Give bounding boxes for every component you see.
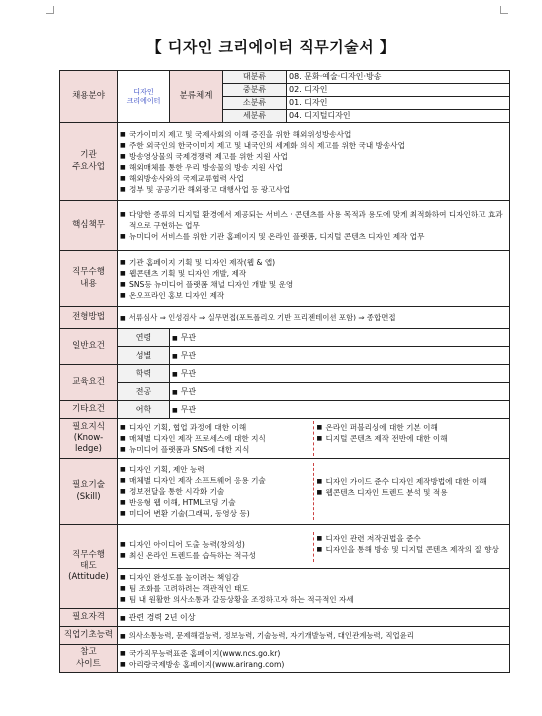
level-value: 01. 디자인 — [287, 97, 510, 110]
duty-content-list — [120, 256, 507, 302]
core-duty-content — [118, 201, 510, 251]
list-item: ■ 디자인을 통해 방송 및 디지털 콘텐츠 제작의 질 향상 — [317, 544, 508, 555]
skill-content — [118, 459, 510, 525]
list-item: ■ 디자인 완성도를 높이려는 책임감 — [120, 572, 507, 583]
level-label: 대분류 — [223, 71, 287, 84]
main-business-list — [120, 128, 507, 196]
req-value-text: 무관 — [180, 404, 197, 414]
category-line: 크리에이터 — [126, 96, 161, 105]
qualification-value: ■ 관련 경력 2년 이상 — [118, 609, 510, 627]
list-item: ■ 온라인 퍼블리싱에 대한 기본 이해 — [317, 422, 508, 433]
req-label: 전공 — [118, 383, 170, 401]
attitude-content — [118, 525, 510, 569]
skill-split — [120, 463, 507, 520]
other-req-header: 기타요건 — [60, 401, 118, 419]
level-label: 소분류 — [223, 97, 287, 110]
list-item: ■ 뉴미디어 서비스를 위한 기관 홈페이지 및 온라인 플랫폼, 디지털 콘텐츠 디자인 제작 업무 — [120, 231, 507, 242]
list-item: ■ 국가이미지 제고 및 국제사회의 이해 증진을 위한 해외위성방송사업 — [120, 129, 507, 140]
duty-content-header: 직무수행 내용 — [60, 251, 118, 307]
reference-header: 참고 사이트 — [60, 645, 118, 673]
level-value: 04. 디지털디자인 — [287, 110, 510, 123]
list-item: ■ 반응형 웹 이해, HTML코딩 기술 — [120, 497, 311, 508]
list-item: ■ 디자인 관련 저작권법을 준수 — [317, 533, 508, 544]
list-item: ■ 팀 내 원활한 의사소통과 갈등상황을 조정하고자 하는 적극적인 자세 — [120, 594, 507, 605]
qualification-text: 관련 경력 2년 이상 — [128, 612, 196, 622]
attitude-right — [314, 532, 508, 562]
list-item: ■ 해외매체를 통한 우리 방송물의 방송 지원 사업 — [120, 162, 507, 173]
reference-link[interactable]: ■ 아리랑국제방송 홈페이지(www.arirang.com) — [120, 659, 507, 670]
attitude-bottom-list — [120, 571, 507, 606]
reference-list — [120, 647, 507, 671]
list-item: ■ 매체별 디자인 제작 소프트웨어 응용 기술 — [120, 475, 311, 486]
basic-ability-text: 의사소통능력, 문제해결능력, 정보능력, 기술능력, 자기개발능력, 대인관계능력, 직업윤리 — [128, 630, 414, 640]
core-duty-header: 핵심책무 — [60, 201, 118, 251]
main-business-content — [118, 123, 510, 201]
knowledge-left-list — [120, 421, 311, 456]
req-value-text: 무관 — [180, 350, 197, 360]
hiring-method-value: ■ 서류심사 ⇒ 인성검사 ⇒ 실무면접(포트폴리오 기반 프리젠테이션 포함) ⇒ 종합면접 — [118, 307, 510, 329]
hiring-method-text: 서류심사 ⇒ 인성검사 ⇒ 실무면접(포트폴리오 기반 프리젠테이션 포함) ⇒ 종합면접 — [128, 312, 396, 322]
req-value-text: 무관 — [180, 368, 197, 378]
attitude-bottom — [118, 569, 510, 609]
list-item: ■ 다양한 종류의 디지털 환경에서 제공되는 서비스 · 콘텐츠를 사용 목적과 용도에 맞게 최적화하여 디자인하고 효과적으로 구현하는 업무 — [120, 209, 507, 231]
req-label: 성별 — [118, 347, 170, 365]
attitude-left-list — [120, 538, 311, 562]
level-label: 중분류 — [223, 84, 287, 97]
basic-ability-header: 직업기초능력 — [60, 627, 118, 645]
list-item: ■ SNS등 뉴미디어 플랫폼 채널 디자인 개발 및 운영 — [120, 279, 507, 290]
education-req-header: 교육요건 — [60, 365, 118, 401]
list-item: ■ 온오프라인 홍보 디자인 제작 — [120, 290, 507, 301]
page-corner-mark — [46, 6, 54, 14]
skill-left — [120, 463, 314, 520]
req-value-text: 무관 — [180, 332, 197, 342]
list-item: ■ 뉴미디어 플랫폼과 SNS에 대한 지식 — [120, 444, 311, 455]
level-label: 세분류 — [223, 110, 287, 123]
document-title: 【 디자인 크리에이터 직무기술서 】 — [146, 38, 396, 56]
skill-header: 필요기술 (Skill) — [60, 459, 118, 525]
job-description-table — [59, 70, 510, 673]
list-item: ■ 정부 및 공공기관 해외광고 대행사업 등 광고사업 — [120, 184, 507, 195]
attitude-split — [120, 532, 507, 562]
reference-link[interactable]: ■ 국가직무능력표준 홈페이지(www.ncs.go.kr) — [120, 648, 507, 659]
knowledge-header: 필요지식 (Know- ledge) — [60, 419, 118, 459]
main-business-header: 기관 주요사업 — [60, 123, 118, 201]
list-item: ■ 매체별 디자인 제작 프로세스에 대한 지식 — [120, 433, 311, 444]
duty-content-content — [118, 251, 510, 307]
list-item: ■ 기관 홈페이지 기획 및 디자인 제작(웹 & 앱) — [120, 257, 507, 268]
hiring-field-category — [118, 71, 170, 123]
list-item: ■ 방송영상물의 국제경쟁력 제고를 위한 지원 사업 — [120, 151, 507, 162]
hiring-field-header: 채용분야 — [60, 71, 118, 123]
skill-right-list — [317, 475, 508, 499]
hiring-method-header: 전형방법 — [60, 307, 118, 329]
list-item: ■ 미디어 변환 기술(그래픽, 동영상 등) — [120, 508, 311, 519]
list-item: ■ 웹콘텐츠 디자인 트렌드 분석 및 적용 — [317, 487, 508, 498]
skill-left-list — [120, 463, 311, 520]
req-value-text: 무관 — [180, 386, 197, 396]
list-item: ■ 팀 조화를 고려하려는 객관적인 태도 — [120, 583, 507, 594]
req-label: 어학 — [118, 401, 170, 419]
req-label: 학력 — [118, 365, 170, 383]
knowledge-split — [120, 421, 507, 456]
general-req-header: 일반요건 — [60, 329, 118, 365]
attitude-right-list — [317, 532, 508, 556]
knowledge-right-list — [317, 421, 508, 445]
knowledge-content — [118, 419, 510, 459]
req-label: 연령 — [118, 329, 170, 347]
classification-system-header: 분류체계 — [170, 71, 223, 123]
req-value: ■ 무관 — [170, 347, 510, 365]
list-item: ■ 해외방송사와의 국제교류협력 사업 — [120, 173, 507, 184]
req-value: ■ 무관 — [170, 365, 510, 383]
list-item: ■ 디지털 콘텐츠 제작 전반에 대한 이해 — [317, 433, 508, 444]
req-value: ■ 무관 — [170, 383, 510, 401]
level-value: 02. 디자인 — [287, 84, 510, 97]
list-item: ■ 디자인 아이디어 도출 능력(창의성) — [120, 539, 311, 550]
list-item: ■ 디자인 기획, 협업 과정에 대한 이해 — [120, 422, 311, 433]
attitude-header: 직무수행 태도 (Attitude) — [60, 525, 118, 609]
list-item: ■ 디자인 기획, 제안 능력 — [120, 464, 311, 475]
list-item: ■ 주한 외국인의 한국이미지 제고 및 내국인의 세계화 의식 제고를 위한 국내 방송사업 — [120, 140, 507, 151]
skill-right — [314, 463, 508, 520]
list-item: ■ 정보전달을 통한 시각화 기술 — [120, 486, 311, 497]
req-value: ■ 무관 — [170, 401, 510, 419]
attitude-left — [120, 532, 314, 562]
level-value: 08. 문화·예술·디자인·방송 — [287, 71, 510, 84]
category-line: 디자인 — [133, 87, 154, 96]
req-value: ■ 무관 — [170, 329, 510, 347]
page-corner-mark — [500, 6, 508, 14]
reference-content — [118, 645, 510, 673]
knowledge-left — [120, 421, 314, 456]
core-duty-list — [120, 208, 507, 243]
list-item: ■ 최신 온라인 트렌드를 습득하는 적극성 — [120, 550, 311, 561]
list-item: ■ 디자인 가이드 준수 디자인 제작방법에 대한 이해 — [317, 476, 508, 487]
knowledge-right — [314, 421, 508, 456]
basic-ability-value: ■ 의사소통능력, 문제해결능력, 정보능력, 기술능력, 자기개발능력, 대인관계능력, 직업윤리 — [118, 627, 510, 645]
list-item: ■ 웹콘텐츠 기획 및 디자인 개발, 제작 — [120, 268, 507, 279]
qualification-header: 필요자격 — [60, 609, 118, 627]
